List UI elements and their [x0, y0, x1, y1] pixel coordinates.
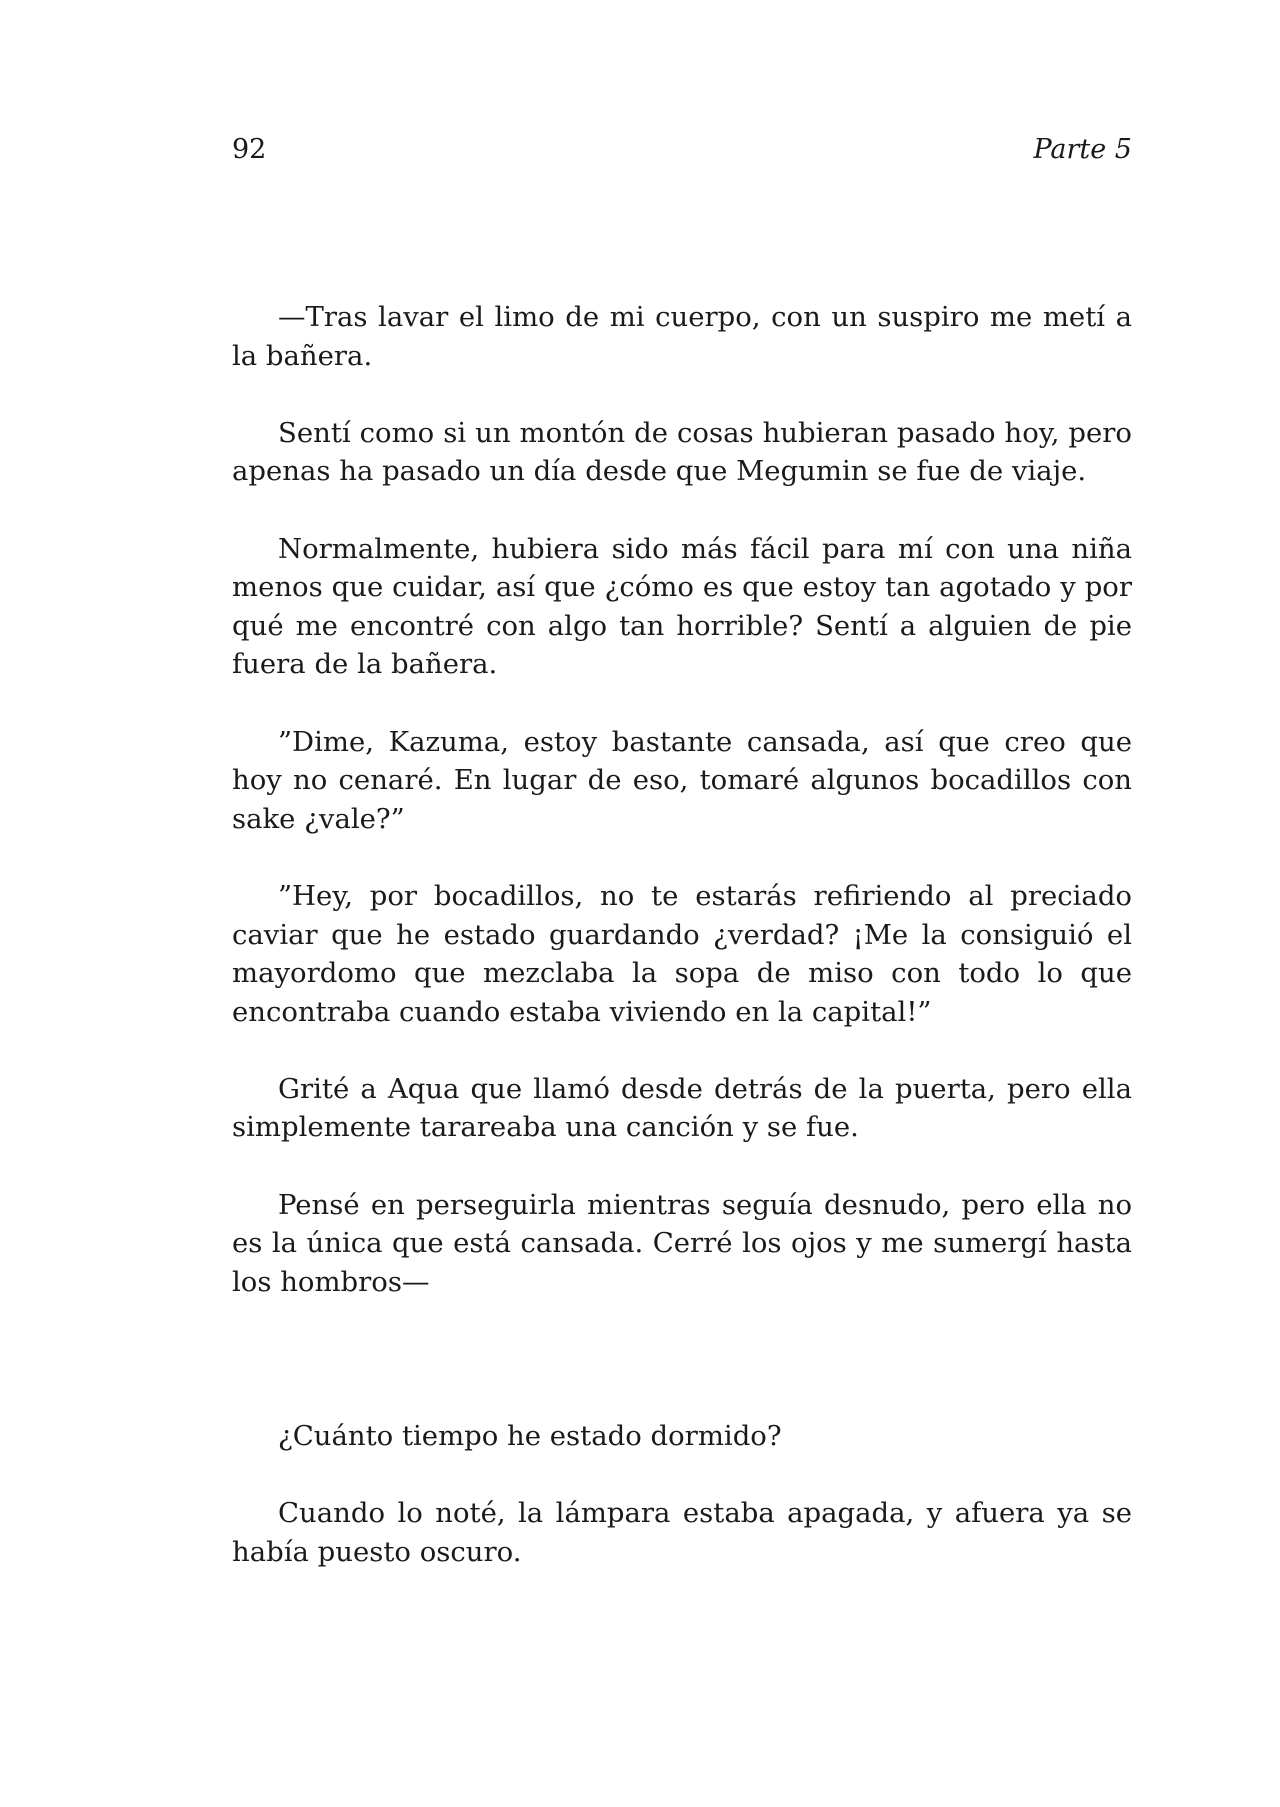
section-title: Parte 5 [1033, 134, 1132, 165]
paragraph: ”Hey, por bocadillos, no te estarás refiriendo al preciado caviar que he estado guardando ¿verdad? ¡Me la consiguió el mayordomo que mezclaba la sopa de miso con todo lo que encontraba cuando estaba viviendo en la capital!” [232, 879, 1132, 1028]
page-header [232, 133, 1132, 167]
paragraph: Pensé en perseguirla mientras seguía desnudo, pero ella no es la única que está cansada. Cerré los ojos y me sumergí hasta los hombros— [232, 1188, 1132, 1298]
paragraph: Cuando lo noté, la lámpara estaba apagada, y afuera ya se había puesto oscuro. [232, 1497, 1132, 1568]
paragraph: Grité a Aqua que llamó desde detrás de la puerta, pero ella simplemente tarareaba una canción y se fue. [232, 1072, 1132, 1144]
scene-break [232, 1340, 1132, 1417]
paragraph: —Tras lavar el limo de mi cuerpo, con un suspiro me metí a la bañera. [232, 301, 1132, 372]
paragraph: Sentí como si un montón de cosas hubieran pasado hoy, pero apenas ha pasado un día desde que Megumin se fue de viaje. [232, 416, 1132, 488]
body-text [232, 298, 1132, 1610]
paragraph: Normalmente, hubiera sido más fácil para mí con una niña menos que cuidar, así que ¿cómo es que estoy tan agotado y por qué me encontré con algo tan horrible? Sentí a alguien de pie fuera de la bañera. [232, 532, 1132, 681]
paragraph: ¿Cuánto tiempo he estado dormido? [278, 1420, 782, 1453]
page-number: 92 [232, 134, 267, 165]
paragraph: ”Dime, Kazuma, estoy bastante cansada, así que creo que hoy no cenaré. En lugar de eso, tomaré algunos bocadillos con sake ¿vale?” [232, 725, 1132, 835]
